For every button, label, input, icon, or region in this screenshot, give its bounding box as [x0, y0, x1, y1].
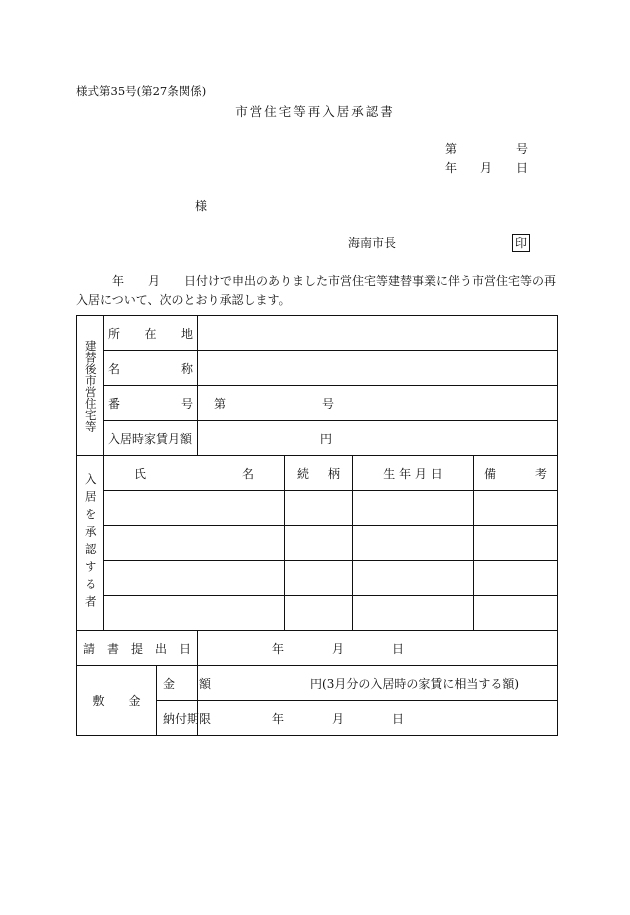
person-relation	[285, 596, 353, 631]
approval-form-table	[76, 315, 558, 736]
housing-row-rent	[77, 421, 558, 456]
issue-date-year: 年	[445, 161, 458, 175]
person-name	[104, 526, 285, 561]
document-title: 市営住宅等再入居承認書	[235, 104, 395, 119]
housing-value-rent: 円	[198, 421, 558, 456]
submission-date-row	[77, 631, 558, 666]
persons-row	[77, 526, 558, 561]
housing-row-location	[77, 316, 558, 351]
recipient-honorific: 様	[195, 199, 208, 213]
persons-header-row	[77, 456, 558, 491]
housing-value-number: 第 号	[198, 386, 558, 421]
housing-value-name	[198, 351, 558, 386]
person-remarks	[474, 491, 558, 526]
housing-group-label: 建替後市営住宅等	[83, 339, 98, 432]
document-number-prefix: 第	[445, 142, 458, 156]
person-birthdate	[353, 526, 474, 561]
issuer-name: 海南市長	[348, 236, 397, 250]
person-relation	[285, 526, 353, 561]
persons-col-remarks: 備 考	[474, 456, 558, 491]
submission-date-value: 年 月 日	[198, 631, 558, 666]
persons-row	[77, 561, 558, 596]
person-remarks	[474, 596, 558, 631]
person-relation	[285, 491, 353, 526]
deposit-amount-label: 金 額	[157, 666, 198, 701]
persons-col-birthdate: 生 年 月 日	[353, 456, 474, 491]
housing-row-number	[77, 386, 558, 421]
housing-label-name: 名 称	[104, 351, 198, 386]
deposit-amount-row	[77, 666, 558, 701]
person-remarks	[474, 526, 558, 561]
persons-row	[77, 491, 558, 526]
housing-label-location: 所 在 地	[104, 316, 198, 351]
issue-date-month: 月	[480, 161, 493, 175]
housing-value-location	[198, 316, 558, 351]
persons-group-label-cell	[77, 456, 104, 631]
form-number: 様式第35号(第27条関係)	[76, 84, 207, 98]
approval-statement: 年 月 日付けで申出のありました市営住宅等建替事業に伴う市営住宅等の再入居について、次のとおり承認します。	[76, 274, 557, 307]
housing-group-label-cell	[77, 316, 104, 456]
person-birthdate	[353, 596, 474, 631]
person-birthdate	[353, 491, 474, 526]
deposit-due-value: 年 月 日	[198, 701, 558, 736]
issue-date-day: 日	[516, 161, 529, 175]
person-name	[104, 561, 285, 596]
person-relation	[285, 561, 353, 596]
housing-label-number: 番 号	[104, 386, 198, 421]
persons-col-name: 氏 名	[104, 456, 285, 491]
person-remarks	[474, 561, 558, 596]
document-number-suffix: 号	[516, 142, 529, 156]
persons-group-label: 入居を承認する者	[83, 473, 98, 613]
housing-label-rent: 入居時家賃月額	[104, 421, 198, 456]
person-name	[104, 596, 285, 631]
person-birthdate	[353, 561, 474, 596]
deposit-amount-value: 円(3月分の入居時の家賃に相当する額)	[198, 666, 558, 701]
persons-col-relation: 続 柄	[285, 456, 353, 491]
person-name	[104, 491, 285, 526]
deposit-due-label: 納付期限	[157, 701, 198, 736]
seal-mark: 印	[512, 234, 530, 252]
housing-row-name	[77, 351, 558, 386]
persons-row	[77, 596, 558, 631]
submission-date-label: 請書提出日	[77, 631, 198, 666]
deposit-label: 敷 金	[77, 666, 157, 736]
